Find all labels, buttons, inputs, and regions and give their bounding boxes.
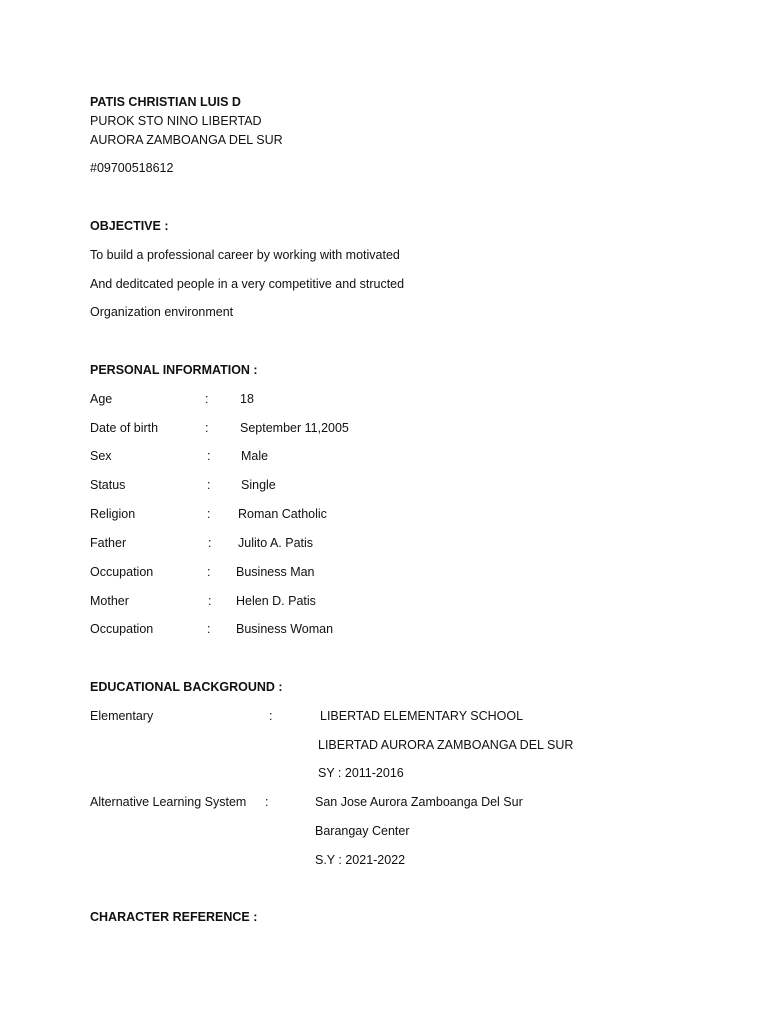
info-label-status: Status	[90, 478, 126, 492]
info-label-date-of-birth: Date of birth	[90, 421, 159, 435]
info-label-mother: Mother	[90, 594, 129, 608]
education-separator: :	[269, 709, 273, 723]
info-label-mother-occupation: Occupation	[90, 622, 154, 636]
info-value-status: Single	[241, 478, 276, 492]
education-elementary-year: SY : 2011-2016	[318, 766, 404, 780]
info-value-mother: Helen D. Patis	[236, 594, 316, 608]
info-value-mother-occupation: Business Woman	[236, 622, 334, 636]
education-als-location: San Jose Aurora Zamboanga Del Sur	[315, 795, 523, 809]
info-separator: :	[207, 622, 211, 636]
info-separator: :	[205, 392, 209, 406]
education-elementary-school: LIBERTAD ELEMENTARY SCHOOL	[320, 709, 524, 723]
objective-line: Organization environment	[90, 305, 234, 319]
info-value-age: 18	[240, 392, 254, 406]
info-separator: :	[207, 478, 211, 492]
address-line-2: AURORA ZAMBOANGA DEL SUR	[90, 133, 283, 147]
education-label-elementary: Elementary	[90, 709, 154, 723]
education-elementary-address: LIBERTAD AURORA ZAMBOANGA DEL SUR	[318, 738, 574, 752]
education-separator: :	[265, 795, 269, 809]
objective-line: To build a professional career by working with motivated	[90, 248, 400, 262]
info-label-sex: Sex	[90, 449, 112, 463]
education-label-als: Alternative Learning System	[90, 795, 247, 809]
info-value-father: Julito A. Patis	[238, 536, 314, 550]
character-reference-heading: CHARACTER REFERENCE :	[90, 910, 258, 924]
applicant-name: PATIS CHRISTIAN LUIS D	[90, 95, 241, 109]
info-separator: :	[208, 594, 212, 608]
objective-line: And deditcated people in a very competitive and structed	[90, 277, 405, 291]
info-label-religion: Religion	[90, 507, 136, 521]
address-line-1: PUROK STO NINO LIBERTAD	[90, 114, 262, 128]
info-separator: :	[208, 536, 212, 550]
info-label-father-occupation: Occupation	[90, 565, 154, 579]
info-value-sex: Male	[241, 449, 269, 463]
info-separator: :	[207, 565, 211, 579]
education-als-year: S.Y : 2021-2022	[315, 853, 406, 867]
info-value-date-of-birth: September 11,2005	[240, 421, 349, 435]
info-separator: :	[205, 421, 209, 435]
info-value-father-occupation: Business Man	[236, 565, 315, 579]
phone-number: #09700518612	[90, 161, 174, 175]
education-als-center: Barangay Center	[315, 824, 410, 838]
objective-heading: OBJECTIVE :	[90, 219, 169, 233]
info-separator: :	[207, 449, 211, 463]
info-label-father: Father	[90, 536, 127, 550]
education-heading: EDUCATIONAL BACKGROUND :	[90, 680, 283, 694]
info-value-religion: Roman Catholic	[238, 507, 327, 521]
personal-info-heading: PERSONAL INFORMATION :	[90, 363, 258, 377]
info-label-age: Age	[90, 392, 113, 406]
info-separator: :	[207, 507, 211, 521]
